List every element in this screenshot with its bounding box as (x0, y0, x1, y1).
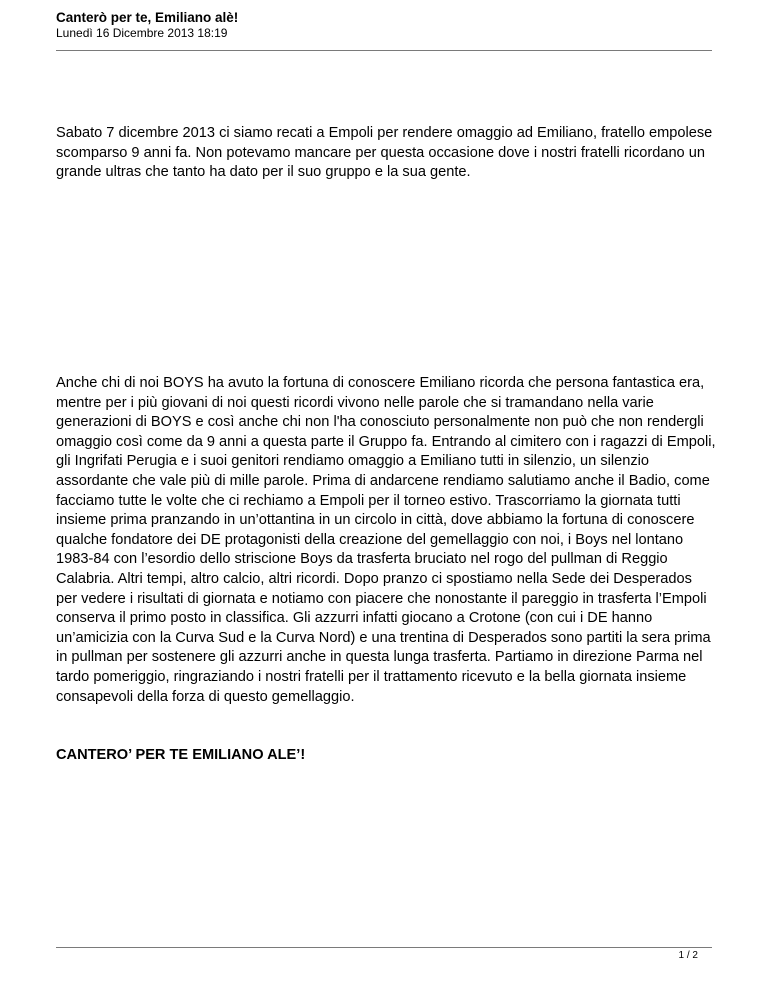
article-paragraph-2: Anche chi di noi BOYS ha avuto la fortuna di conoscere Emiliano ricorda che persona fantastica era, mentre per i più giovani di noi questi ricordi vivono nelle parole che si tramandano nella varie generazioni di BOYS e così anche chi non l'ha conosciuto personalmente non può che non rendergli omaggio così come da 9 anni a questa parte il Gruppo fa. Entrando al cimitero con i ragazzi di Empoli, gli Ingrifati Perugia e i suoi genitori rendiamo omaggio a Emiliano tutti in silenzio, un silenzio assordante che vale più di mille parole. Prima di andarcene rendiamo salutiamo anche il Badio, come facciamo tutte le volte che ci rechiamo a Empoli per il torneo estivo. Trascorriamo la giornata tutti insieme prima pranzando in un’ottantina in un circolo in città, dove abbiamo la fortuna di conoscere qualche fondatore dei DE protagonisti della creazione del gemellaggio con noi, i Boys nel lontano 1983-84 con l’esordio dello striscione Boys da trasferta bruciato nel rogo del pullman di Reggio Calabria. Altri tempi, altro calcio, altri ricordi. Dopo pranzo ci spostiamo nella Sede dei Desperados per vedere i risultati di giornata e notiamo con piacere che nonostante il pareggio in trasferta l’Empoli conserva il primo posto in classifica. Gli azzurri infatti giocano a Crotone (con cui i DE hanno un’amicizia con la Curva Sud e la Curva Nord) e una trentina di Desperados sono partiti la sera prima in pullman per sostenere gli azzurri anche in questa lunga trasferta. Partiamo in direzione Parma nel tardo pomeriggio, ringraziando i nostri fratelli per il trattamento ricevuto e la bella giornata insieme consapevoli della forza di questo gemellaggio. (56, 375, 716, 705)
page-header (56, 10, 712, 41)
article-title: Canterò per te, Emiliano alè! (56, 10, 239, 25)
article-paragraph-1: Sabato 7 dicembre 2013 ci siamo recati a Empoli per rendere omaggio ad Emiliano, fratello empolese scomparso 9 anni fa. Non potevamo mancare per questa occasione dove i nostri fratelli ricordano un grande ultras che tanto ha dato per il suo gruppo e la sua gente. (56, 125, 713, 181)
article-closing-line: CANTERO’ PER TE EMILIANO ALE’! (56, 747, 306, 763)
article-date: Lunedì 16 Dicembre 2013 18:19 (56, 26, 228, 40)
footer-divider (56, 947, 712, 948)
header-divider (56, 50, 712, 51)
page-number: 1 / 2 (678, 950, 698, 961)
